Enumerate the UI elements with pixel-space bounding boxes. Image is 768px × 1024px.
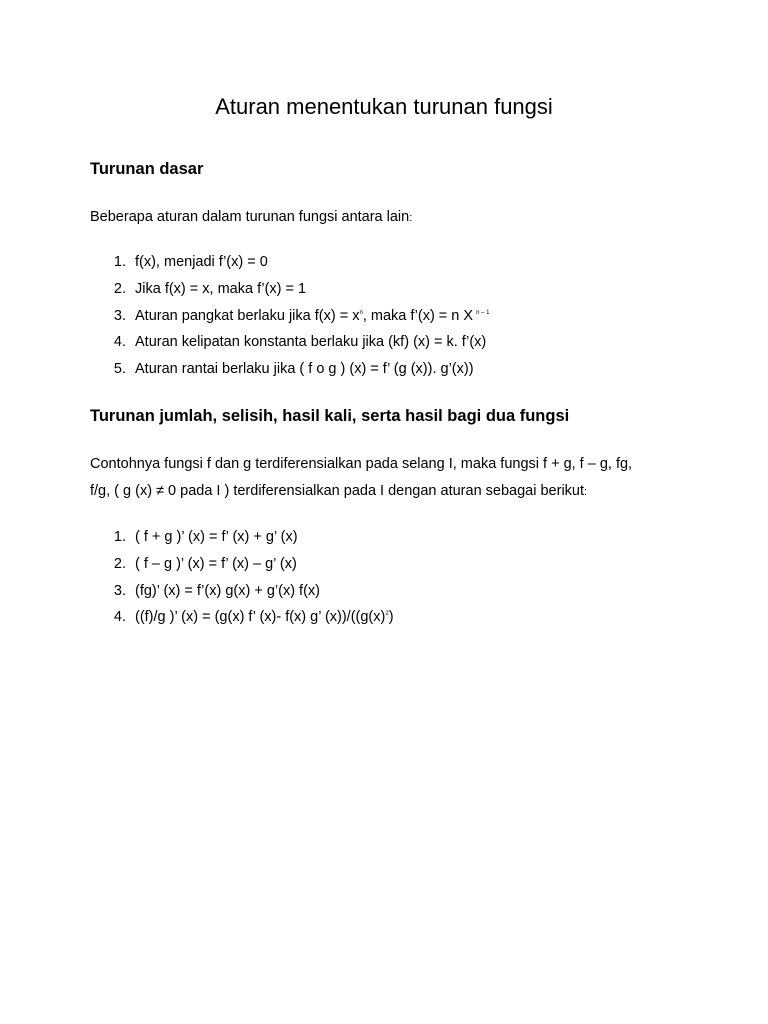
- list-item-number: 5.: [113, 361, 126, 378]
- list-item: [90, 524, 394, 551]
- list-item: [90, 356, 489, 383]
- list-item: [90, 249, 489, 276]
- list-item-text: (fg)’ (x) = f’(x) g(x) + g’(x) f(x): [135, 582, 320, 599]
- list-item-number: 3.: [113, 582, 126, 599]
- quotient-rule-exponent-2: 2: [385, 611, 389, 618]
- list-item-text: [135, 604, 394, 631]
- list-item-number: 2.: [113, 280, 126, 297]
- basic-rules-list: [90, 249, 489, 383]
- section2-paragraph-line1: Contohnya fungsi f dan g terdiferensialkan pada selang I, maka fungsi f + g, f – g, fg,: [90, 456, 633, 472]
- quotient-rule-text-b: ): [388, 609, 394, 626]
- section-heading-turunan-jumlah: Turunan jumlah, selisih, hasil kali, serta hasil bagi dua fungsi: [90, 407, 570, 425]
- list-item-text: ( f + g )’ (x) = f’ (x) + g’ (x): [135, 529, 298, 545]
- section2-paragraph-line2: f/g, ( g (x) ≠ 0 pada I ) terdiferensialkan pada I dengan aturan sebagai berikut: [90, 482, 585, 499]
- list-item-text: Jika f(x) = x, maka f’(x) = 1: [135, 280, 307, 297]
- list-item-number: 2.: [113, 555, 126, 572]
- section2-paragraph-colon: :: [584, 485, 588, 498]
- power-rule-exponent-n: n: [359, 309, 363, 316]
- power-rule-text-b: , maka f’(x) = n X: [362, 307, 474, 324]
- list-item-text: Aturan rantai berlaku jika ( f o g ) (x) = f’ (g (x)). g’(x)): [135, 361, 474, 378]
- list-item: [90, 303, 489, 330]
- list-item-number: 4.: [113, 609, 126, 626]
- list-item-number: 1.: [113, 254, 126, 270]
- list-item-text: [135, 303, 489, 330]
- list-item-number: 1.: [113, 529, 126, 545]
- page-title: Aturan menentukan turunan fungsi: [215, 94, 553, 119]
- intro-text: Beberapa aturan dalam turunan fungsi antara lain: [90, 209, 410, 225]
- list-item-text: ( f – g )’ (x) = f’ (x) – g’ (x): [135, 555, 297, 572]
- intro-paragraph: [90, 204, 680, 232]
- power-rule-text-a: Aturan pangkat berlaku jika f(x) = x: [135, 307, 360, 324]
- power-rule-exponent-n-minus-1: n – 1: [476, 309, 490, 316]
- section-heading-turunan-dasar: Turunan dasar: [90, 160, 204, 178]
- list-item-text: Aturan kelipatan konstanta berlaku jika (kf) (x) = k. f’(x): [135, 334, 487, 351]
- list-item: [90, 276, 489, 303]
- quotient-rule-text-a: ((f)/g )’ (x) = (g(x) f’ (x)- f(x) g’ (x))/((g(x): [135, 609, 386, 626]
- section2-paragraph: [90, 451, 680, 505]
- combination-rules-list: [90, 524, 394, 631]
- list-item-number: 3.: [113, 307, 126, 324]
- list-item-number: 4.: [113, 334, 126, 351]
- intro-colon: :: [409, 212, 413, 224]
- list-item-text: f(x), menjadi f’(x) = 0: [135, 254, 268, 270]
- list-item: [90, 551, 394, 578]
- list-item: [90, 578, 394, 605]
- list-item: [90, 329, 489, 356]
- list-item: [90, 604, 394, 631]
